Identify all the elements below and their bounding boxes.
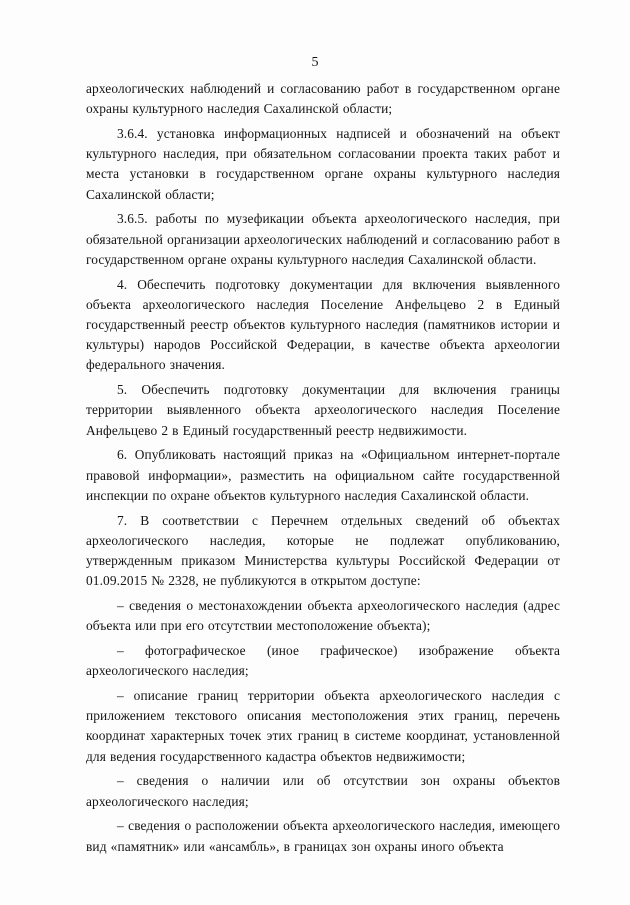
paragraph-7: 7. В соответствии с Перечнем отдельных сведений об объектах археологического наследия, которые не подлежат опубликованию, утвержденным приказом Министерства культуры Российской Федерации от 01.09.2015 № 2328, не публикуются в открытом доступе: [86,512,560,589]
paragraph-3-6-5: 3.6.5. работы по музефикации объекта археологического наследия, при обязательной организации археологических наблюдений и согласованию работ в государственном органе охраны культурного наследия Сахалинской области. [86,211,560,267]
list-item-location: – сведения о местонахождении объекта археологического наследия (адрес объекта или при его отсутствии местоположение объекта); [86,598,560,634]
paragraph-4: 4. Обеспечить подготовку документации для включения выявленного объекта археологического наследия Поселение Анфельцево 2 в Единый государственный реестр объектов культурного наследия (памятников истории и культуры) народов Российской Федерации, в качестве объекта археологии федерального значения. [86,276,560,373]
paragraph-5: 5. Обеспечить подготовку документации для включения границы территории выявленного объекта археологического наследия Поселение Анфельцево 2 в Единый государственный реестр недвижимости. [86,382,560,438]
paragraph-continuation: археологических наблюдений и согласованию работ в государственном органе охраны культурного наследия Сахалинской области; [86,81,560,117]
list-item-placement: – сведения о расположении объекта археологического наследия, имеющего вид «памятник» или «ансамбль», в границах зон охраны иного объекта [86,818,560,854]
paragraph-6: 6. Опубликовать настоящий приказ на «Официальном интернет-портале правовой информации», разместить на официальном сайте государственной инспекции по охране объектов культурного наследия Сахалинской области. [86,447,560,503]
list-item-protection-zones: – сведения о наличии или об отсутствии зон охраны объектов археологического наследия; [86,773,560,809]
paragraph-3-6-4: 3.6.4. установка информационных надписей и обозначений на объект культурного наследия, при обязательном согласовании проекта таких работ и места установки в государственном органе охраны культурного наследия Сахалинской области; [86,126,560,202]
list-item-photo: – фотографическое (иное графическое) изображение объекта археологического наследия; [86,643,560,679]
list-item-boundaries: – описание границ территории объекта археологического наследия с приложением текстового описания местоположения этих границ, перечень координат характерных точек этих границ в системе координат, установленной для ведения государственного кадастра объектов недвижимости; [86,688,560,764]
document-body [86,79,560,861]
page-number: 5 [311,55,319,70]
